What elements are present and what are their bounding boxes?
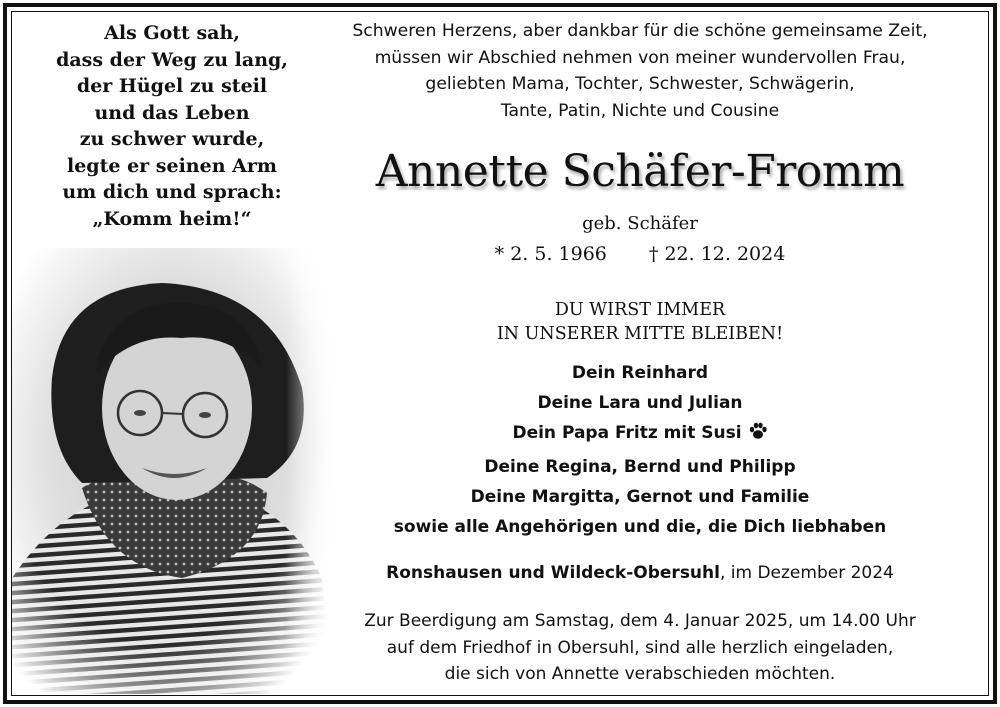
poem-line: legte er seinen Arm — [67, 154, 277, 177]
birth-name: geb. Schäfer — [582, 213, 698, 234]
funeral-line: Zur Beerdigung am Samstag, dem 4. Januar 2025, um 14.00 Uhr — [364, 611, 916, 631]
poem-line: zu schwer wurde, — [79, 128, 265, 150]
motto-line: IN UNSERER MITTE BLEIBEN! — [496, 324, 784, 344]
death-date: † 22. 12. 2024 — [648, 243, 786, 265]
paw-icon — [748, 421, 768, 451]
place-and-date — [340, 563, 940, 583]
family-line-text: Dein Papa Fritz mit Susi — [512, 423, 742, 444]
family-line: sowie alle Angehörigen und die, die Dich liebhaben — [393, 517, 887, 538]
motto-line: DU WIRST IMMER — [554, 300, 726, 320]
family-line: Deine Margitta, Gernot und Familie — [470, 486, 810, 507]
intro-line: geliebten Mama, Tochter, Schwester, Schwägerin, — [425, 74, 855, 94]
poem-line: um dich und sprach: — [62, 181, 282, 203]
family-line: Deine Lara und Julian — [537, 393, 743, 414]
family-line: Deine Regina, Bernd und Philipp — [484, 456, 796, 477]
funeral-line: die sich von Annette verabschieden möchten. — [444, 664, 836, 684]
deceased-name: Annette Schäfer-Fromm — [375, 146, 905, 197]
family-line: Dein Reinhard — [571, 363, 709, 383]
intro-text — [340, 18, 940, 124]
portrait-photo — [12, 248, 334, 694]
birth-date: * 2. 5. 1966 — [494, 243, 607, 265]
motto — [340, 298, 940, 346]
intro-line: Tante, Patin, Nichte und Cousine — [500, 100, 780, 121]
poem-line: der Hügel zu steil — [76, 75, 268, 97]
poem — [22, 20, 322, 232]
funeral-info — [340, 608, 940, 688]
poem-line: und das Leben — [94, 101, 250, 124]
family-list — [340, 358, 940, 542]
place-location: Ronshausen und Wildeck-Obersuhl — [386, 563, 720, 583]
poem-line: dass der Weg zu lang, — [56, 48, 288, 71]
poem-line: Als Gott sah, — [104, 22, 240, 44]
intro-line: Schweren Herzens, aber dankbar für die schöne gemeinsame Zeit, — [352, 21, 928, 41]
intro-line: müssen wir Abschied nehmen von meiner wundervollen Frau, — [374, 47, 906, 68]
funeral-line: auf dem Friedhof in Obersuhl, sind alle herzlich eingeladen, — [386, 637, 894, 658]
poem-line: „Komm heim!“ — [92, 207, 252, 230]
life-dates — [340, 243, 940, 265]
place-date: , im Dezember 2024 — [719, 563, 894, 583]
family-line — [340, 418, 940, 451]
